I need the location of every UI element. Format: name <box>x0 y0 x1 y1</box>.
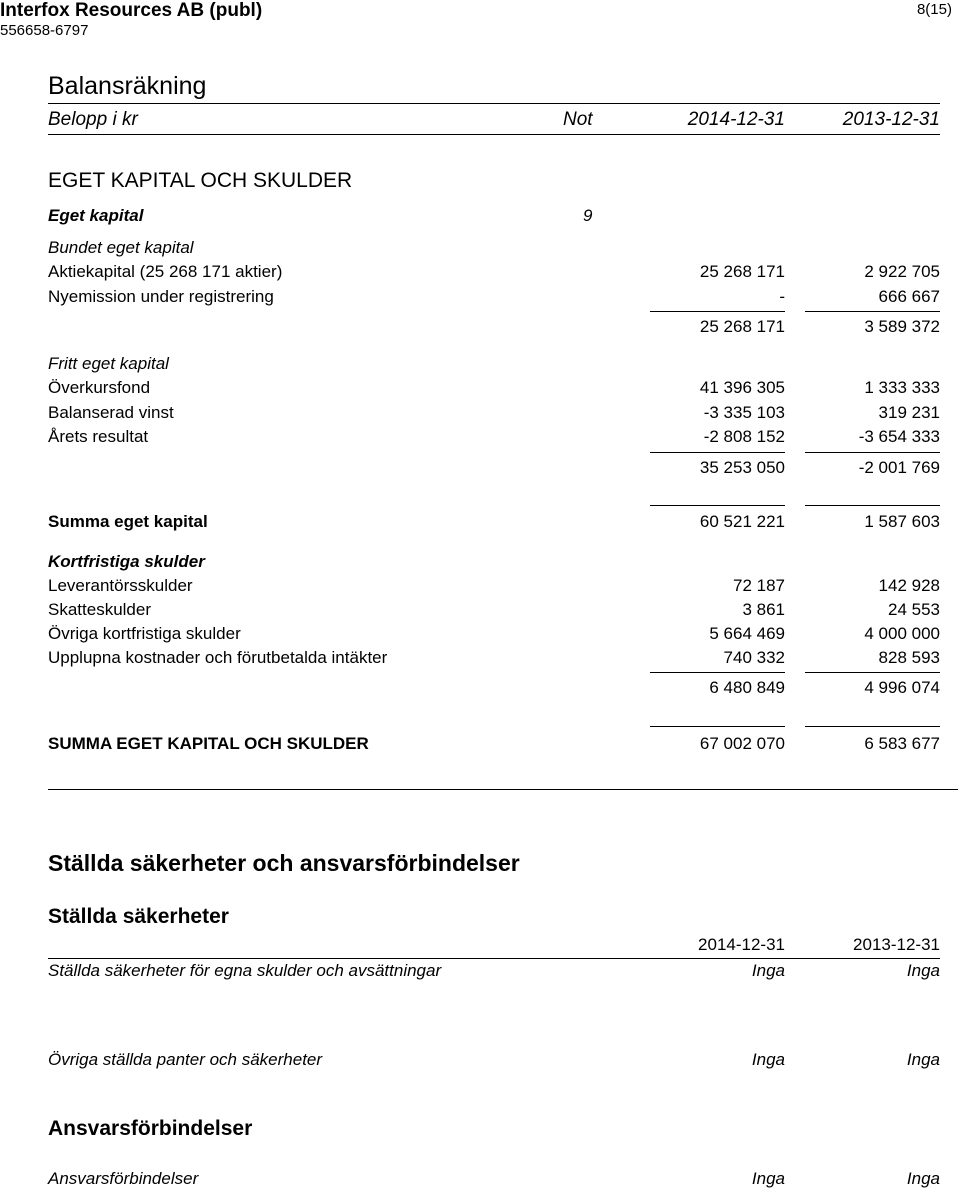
subtotal-2013: 4 996 074 <box>864 678 940 697</box>
table-cell-2013: Inga <box>906 961 940 980</box>
table-cell-2013: 666 667 <box>878 287 940 306</box>
pledged-title: Ställda säkerheter och ansvarsförbindelser <box>48 850 520 876</box>
table-cell-2014: Inga <box>751 1050 785 1069</box>
subtotal-line <box>805 672 940 673</box>
section-divider <box>48 789 958 790</box>
table-cell-2013: 142 928 <box>878 576 940 595</box>
table-cell-2014: - <box>779 287 785 306</box>
table-cell-2014: -2 808 152 <box>703 427 785 446</box>
summa-eget-2014: 60 521 221 <box>699 512 785 531</box>
table-row-label: Leverantörsskulder <box>48 576 193 595</box>
table-row-label: Övriga kortfristiga skulder <box>48 624 241 643</box>
subtotal-line <box>650 311 785 312</box>
summa-total-2014: 67 002 070 <box>699 734 785 753</box>
table-cell-2013: Inga <box>906 1050 940 1069</box>
header-divider <box>48 134 940 135</box>
header-divider <box>48 958 940 959</box>
column-header-2014: 2014-12-31 <box>687 109 785 130</box>
kortfristiga-heading: Kortfristiga skulder <box>48 552 205 571</box>
subtotal-2014: 35 253 050 <box>699 458 785 477</box>
table-cell-2014: 72 187 <box>733 576 785 595</box>
subtotal-line <box>805 311 940 312</box>
table-row-label: Skatteskulder <box>48 600 151 619</box>
column-header-2013: 2013-12-31 <box>853 935 940 954</box>
title-divider <box>48 103 940 104</box>
table-cell-2014: 41 396 305 <box>699 378 785 397</box>
table-row-label: Nyemission under registrering <box>48 287 274 306</box>
subtotal-2014: 25 268 171 <box>699 317 785 336</box>
pledged-subtitle: Ställda säkerheter <box>48 905 229 928</box>
table-cell-2014: Inga <box>751 1169 785 1188</box>
table-cell-2014: -3 335 103 <box>703 403 785 422</box>
table-cell-2013: 828 593 <box>878 648 940 667</box>
table-row-label: Övriga ställda panter och säkerheter <box>48 1050 323 1069</box>
table-cell-2014: 3 861 <box>742 600 785 619</box>
table-cell-2013: 4 000 000 <box>864 624 940 643</box>
section-title: EGET KAPITAL OCH SKULDER <box>48 169 353 192</box>
table-row-label: Årets resultat <box>48 427 149 446</box>
subtotal-line <box>650 672 785 673</box>
table-row-label: Upplupna kostnader och förutbetalda intäkter <box>48 648 388 667</box>
subtotal-2014: 6 480 849 <box>709 678 785 697</box>
table-row-label: Ansvarsförbindelser <box>48 1169 199 1188</box>
org-number: 556658-6797 <box>0 22 89 39</box>
total-line <box>650 726 785 727</box>
page-number: 8(15) <box>916 1 952 18</box>
table-cell-2013: 2 922 705 <box>864 262 940 281</box>
summa-eget-label: Summa eget kapital <box>48 512 208 531</box>
column-header-not: Not <box>563 109 593 130</box>
note-reference: 9 <box>583 206 593 225</box>
table-cell-2013: 1 333 333 <box>864 378 940 397</box>
table-cell-2013: 319 231 <box>878 403 940 422</box>
column-header-2014: 2014-12-31 <box>698 935 785 954</box>
table-row-label: Balanserad vinst <box>48 403 174 422</box>
column-header-2013: 2013-12-31 <box>842 109 940 130</box>
total-line <box>650 505 785 506</box>
fritt-heading: Fritt eget kapital <box>48 354 169 373</box>
table-cell-2013: Inga <box>906 1169 940 1188</box>
subtotal-2013: -2 001 769 <box>858 458 940 477</box>
total-line <box>805 505 940 506</box>
table-row-label: Aktiekapital (25 268 171 aktier) <box>48 262 283 281</box>
table-cell-2014: 25 268 171 <box>699 262 785 281</box>
table-cell-2014: 5 664 469 <box>709 624 785 643</box>
table-row-label: Ställda säkerheter för egna skulder och avsättningar <box>48 961 442 980</box>
subtotal-line <box>805 452 940 453</box>
summa-eget-2013: 1 587 603 <box>864 512 940 531</box>
subtotal-line <box>650 452 785 453</box>
summa-total-2013: 6 583 677 <box>864 734 940 753</box>
bundet-heading: Bundet eget kapital <box>48 238 194 257</box>
table-cell-2013: -3 654 333 <box>858 427 940 446</box>
ansvar-subtitle: Ansvarsförbindelser <box>48 1117 253 1140</box>
subtotal-2013: 3 589 372 <box>864 317 940 336</box>
company-name: Interfox Resources AB (publ) <box>0 0 263 21</box>
column-header-label: Belopp i kr <box>48 109 138 130</box>
summa-total-label: SUMMA EGET KAPITAL OCH SKULDER <box>48 734 369 753</box>
table-cell-2014: 740 332 <box>723 648 785 667</box>
eget-kapital-heading: Eget kapital <box>48 206 144 225</box>
table-cell-2014: Inga <box>751 961 785 980</box>
page-title: Balansräkning <box>48 72 207 100</box>
table-cell-2013: 24 553 <box>888 600 940 619</box>
total-line <box>805 726 940 727</box>
table-row-label: Överkursfond <box>48 378 151 397</box>
